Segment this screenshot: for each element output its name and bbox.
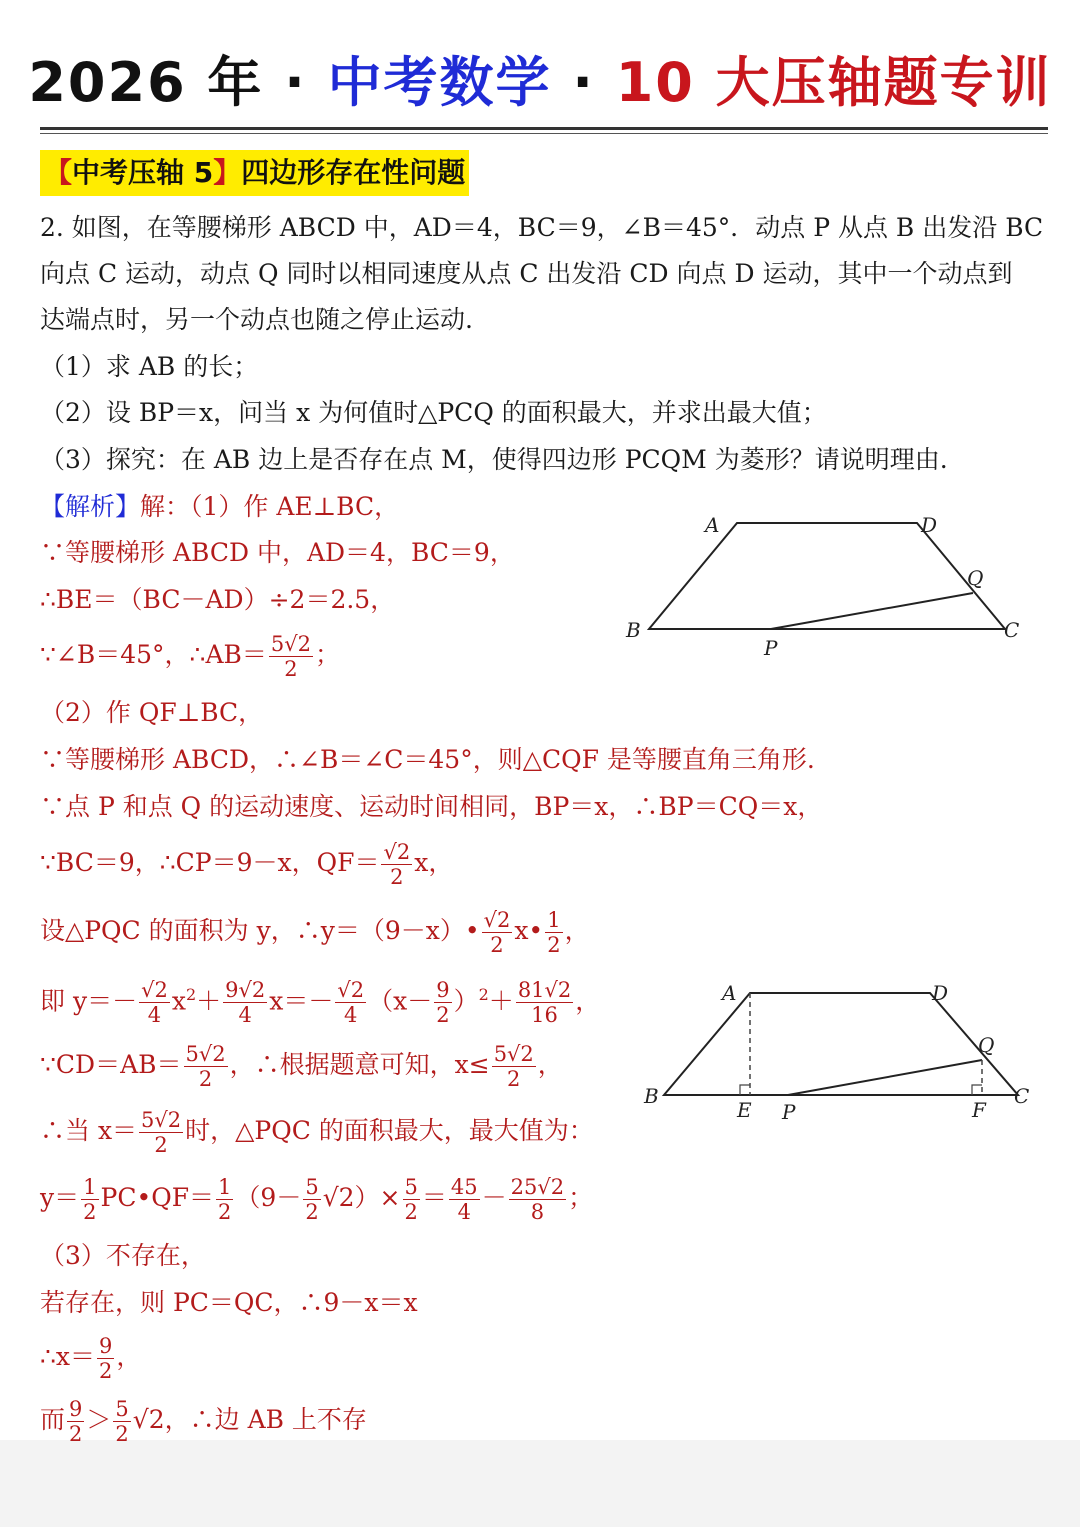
label-b: B — [644, 1084, 659, 1108]
label-e: E — [737, 1098, 752, 1122]
solution-step-9: 设△PQC 的面积为 y，∴y＝（9－x）• $\frac{√2}{2}$ x• $\frac{1}{2}$ ， — [40, 908, 590, 957]
solution-step-12: ∴当 x＝ $\frac{5√2}{2}$ 时，△PQC 的面积最大，最大值为： — [40, 1108, 594, 1157]
problem-line-3: 达端点时，另一个动点也随之停止运动. — [40, 305, 473, 334]
label-d: D — [921, 513, 938, 537]
solution-step-5: （2）作 QF⊥BC， — [40, 698, 264, 727]
question-1: （1）求 AB 的长； — [40, 352, 259, 381]
right-angle-e — [740, 1085, 750, 1095]
title-subject: 中考数学 — [327, 51, 552, 114]
label-a: A — [722, 981, 737, 1005]
label-d: D — [932, 981, 949, 1005]
section-label: 中考压轴 5 — [72, 156, 214, 189]
solution-step-4: ∵∠B＝45°，∴AB＝ $\frac{5√2}{2}$ ； — [40, 632, 340, 681]
solution-step-14: （3）不存在， — [40, 1241, 206, 1270]
solution-step-15: 若存在，则 PC＝QC，∴9－x＝x — [40, 1288, 418, 1317]
label-c: C — [1014, 1084, 1030, 1108]
label-b: B — [626, 618, 641, 642]
page-title — [0, 38, 1080, 128]
title-series: 10 大压轴题专训 — [615, 51, 1052, 114]
solution-step-8: ∵BC＝9，∴CP＝9－x，QF＝ $\frac{√2}{2}$ x， — [40, 840, 454, 889]
title-rule-thin — [40, 133, 1048, 134]
solution-step-11: ∵CD＝AB＝ $\frac{5√2}{2}$ ，∴根据题意可知，x≤ $\frac{5√2}{2}$ ， — [40, 1042, 563, 1091]
question-3: （3）探究：在 AB 边上是否存在点 M，使得四边形 PCQM 为菱形？请说明理由. — [40, 445, 948, 474]
solution-step-1: 【解析】解：（1）作 AE⊥BC， — [40, 492, 400, 521]
trapezoid-abcd — [664, 993, 1018, 1095]
label-c: C — [1004, 618, 1020, 642]
solution-step-6: ∵等腰梯形 ABCD，∴∠B＝∠C＝45°，则△CQF 是等腰直角三角形. — [40, 745, 815, 774]
trapezoid-diagram-2 — [640, 975, 1040, 1125]
section-tag: 【中考压轴 5】四边形存在性问题 — [40, 150, 469, 196]
label-p: P — [764, 636, 778, 660]
problem-line-2: 向点 C 运动，动点 Q 同时以相同速度从点 C 出发沿 CD 向点 D 运动，其中一个动点到 — [40, 259, 1013, 288]
label-a: A — [705, 513, 720, 537]
solution-step-16: ∴x＝ $\frac{9}{2}$ ， — [40, 1334, 142, 1383]
title-rule — [40, 127, 1048, 130]
solution-step-17: 而 $\frac{9}{2}$ ＞ $\frac{5}{2}$ √2，∴边 AB 上不存 — [40, 1397, 367, 1446]
bottom-fade — [0, 1440, 1080, 1527]
solution-step-10: 即 y＝－ $\frac{√2}{4}$ $x^2+$ $\frac{9√2}{4}$ x＝－ $\frac{√2}{4}$ （x－ $\frac{9}{2}$ ）$^2$＋ $\frac{81√2}{16}$ ， — [40, 978, 601, 1028]
label-p: P — [782, 1100, 796, 1124]
segment-pq — [771, 593, 973, 629]
trapezoid-diagram-1 — [620, 505, 1040, 665]
title-year: 2026 年 · — [28, 51, 307, 114]
question-2: （2）设 BP＝x，问当 x 为何值时△PCQ 的面积最大，并求出最大值； — [40, 398, 827, 427]
title-dot: · — [572, 51, 595, 114]
solution-step-7: ∵点 P 和点 Q 的运动速度、运动时间相同，BP＝x，∴BP＝CQ＝x， — [40, 792, 823, 821]
right-angle-f — [972, 1085, 982, 1095]
label-q: Q — [967, 566, 984, 590]
trapezoid-abcd — [649, 523, 1005, 629]
solution-tag: 【解析】 — [40, 492, 141, 521]
segment-pq — [788, 1060, 982, 1095]
section-topic: 四边形存在性问题 — [241, 156, 466, 189]
solution-step-2: ∵等腰梯形 ABCD 中，AD＝4，BC＝9， — [40, 538, 515, 567]
label-q: Q — [978, 1033, 995, 1057]
solution-step-13: y＝ $\frac{1}{2}$ PC•QF＝ $\frac{1}{2}$ （9－ $\frac{5}{2}$ √2）× $\frac{5}{2}$ ＝ $\frac{45}{4}$ － $\frac{25√2}{8}$ ； — [40, 1175, 594, 1224]
solution-step-3: ∴BE＝（BC－AD）÷2＝2.5， — [40, 585, 396, 614]
problem-line-1: 2. 如图，在等腰梯形 ABCD 中，AD＝4，BC＝9，∠B＝45°．动点 P 从点 B 出发沿 BC — [40, 213, 1044, 242]
label-f: F — [972, 1098, 986, 1122]
